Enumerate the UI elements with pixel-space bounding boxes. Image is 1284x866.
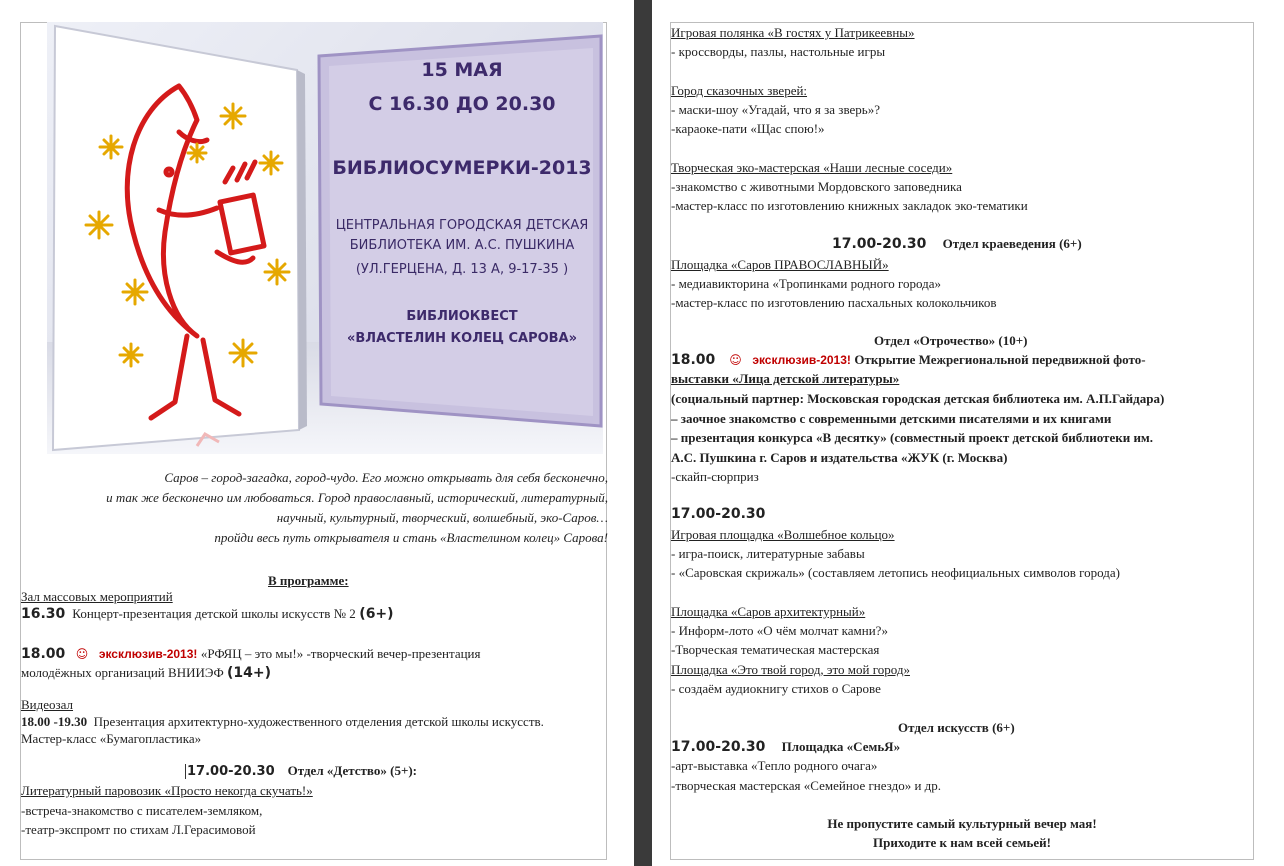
beasts-item: - маски-шоу «Угадай, что я за зверь»?: [671, 102, 880, 117]
family-title: Площадка «СемьЯ»: [781, 739, 901, 754]
dept-childhood-time: 17.00-20.30: [187, 764, 275, 779]
teen-item: -скайп-сюрприз: [671, 469, 759, 484]
poster-library-line1: ЦЕНТРАЛЬНАЯ ГОРОДСКАЯ ДЕТСКАЯ: [335, 218, 589, 233]
teen-partner: (социальный партнер: Московская городская детская библиотека им. А.П.Гайдара): [671, 391, 1165, 406]
program-heading: В программе:: [268, 573, 349, 588]
family-item: -арт-выставка «Тепло родного очага»: [671, 758, 878, 773]
magic-item: - игра-поиск, литературные забавы: [671, 546, 865, 561]
hall1-item2-line2: [21, 663, 271, 683]
poster-quest-title: «ВЛАСТЕЛИН КОЛЕЦ САРОВА»: [346, 331, 578, 346]
family-item: -творческая мастерская «Семейное гнездо» и др.: [671, 778, 942, 793]
smile-icon: ☺: [729, 353, 742, 367]
poster-text: [322, 52, 602, 350]
beasts-item: -караоке-пати «Щас спою!»: [671, 121, 825, 136]
orth-item: - медиавикторина «Тропинками родного города»: [671, 276, 942, 291]
magic-time: 17.00-20.30: [671, 506, 766, 522]
intro-line: Саров – город-загадка, город-чудо. Его можно открывать для себя бесконечно,: [164, 470, 608, 485]
right-page: [652, 0, 1284, 866]
orth-title: Площадка «Саров ПРАВОСЛАВНЫЙ»: [671, 257, 889, 272]
hall1-item2-text: «РФЯЦ – это мы!» -творческий вечер-презентация: [200, 646, 481, 661]
poster-library-address: (УЛ.ГЕРЦЕНА, Д. 13 А, 9-17-35 ): [355, 262, 569, 277]
teen-dept: Отдел «Отрочество» (10+): [874, 333, 1028, 348]
yours-item: - создаём аудиокнигу стихов о Сарове: [671, 681, 881, 696]
intro-line: научный, культурный, творческий, волшебный, эко-Саров…: [276, 510, 608, 525]
eco-title: Творческая эко-мастерская «Наши лесные соседи»: [671, 160, 953, 175]
poster-time: С 16.30 ДО 20.30: [368, 93, 556, 115]
video-text2: Мастер-класс «Бумагопластика»: [21, 731, 202, 746]
teen-text1: Открытие Межрегиональной передвижной фото-: [854, 352, 1146, 367]
hall1-item1-text: Концерт-презентация детской школы искусств № 2: [72, 606, 356, 621]
arch-item: -Творческая тематическая мастерская: [671, 642, 880, 657]
eco-item: -мастер-класс по изготовлению книжных закладок эко-тематики: [671, 198, 1028, 213]
poster-quest: [322, 306, 602, 350]
teen-item: – презентация конкурса «В десятку» (совместный проект детской библиотеки им.: [671, 430, 1154, 445]
local-dept: [832, 234, 1082, 254]
poster-library: [322, 216, 602, 280]
arch-item: - Информ-лото «О чём молчат камни?»: [671, 623, 888, 638]
smile-icon: ☺: [75, 647, 89, 661]
glade-title: Игровая полянка «В гостях у Патрикеевны»: [671, 25, 915, 40]
beasts-title: Город сказочных зверей:: [671, 83, 808, 98]
magic-item: - «Саровская скрижаль» (составляем летопись неофициальных символов города): [671, 565, 1120, 580]
arch-title: Площадка «Саров архитектурный»: [671, 604, 866, 619]
glade-item: - кроссворды, пазлы, настольные игры: [671, 44, 886, 59]
hall1-item1: [21, 604, 394, 624]
intro-line: пройди весь путь открывателя и стань «Властелином колец» Сарова!: [214, 530, 608, 545]
art-dept: Отдел искусств (6+): [898, 720, 1015, 735]
teen-text2: выставки «Лица детской литературы»: [671, 371, 900, 386]
video-time: 18.00 -19.30: [21, 714, 88, 729]
hall1-item2-text2: молодёжных организаций ВНИИЭФ: [21, 665, 224, 680]
hall1-item1-time: 16.30: [21, 606, 66, 622]
video-title: Видеозал: [21, 697, 74, 712]
exclusive-badge: эксклюзив-2013!: [752, 353, 851, 367]
closing-line1: Не пропустите самый культурный вечер мая!: [827, 816, 1097, 831]
loco-item: -встреча-знакомство с писателем-земляком,: [21, 803, 263, 818]
yours-title: Площадка «Это твой город, это мой город»: [671, 662, 910, 677]
teen-item: – заочное знакомство с современными детскими писателями и их книгами: [671, 411, 1112, 426]
local-dept-name: Отдел краеведения (6+): [942, 236, 1082, 251]
dept-childhood-text: Отдел «Детство» (5+):: [287, 763, 418, 778]
intro-line: и так же бесконечно им любоваться. Город православный, исторический, литературный,: [106, 490, 608, 505]
poster-date: 15 МАЯ: [421, 59, 503, 81]
magic-title: Игровая площадка «Волшебное кольцо»: [671, 527, 895, 542]
hall1-item2-age: (14+): [227, 665, 272, 681]
poster-event-title: БИБЛИОСУМЕРКИ-2013: [332, 157, 592, 179]
hall1-item2-time: 18.00: [21, 646, 66, 662]
hall1-item2: [21, 644, 480, 664]
teen-time: 18.00: [671, 352, 716, 368]
local-time: 17.00-20.30: [832, 236, 927, 252]
orth-item: -мастер-класс по изготовлению пасхальных колокольчиков: [671, 295, 997, 310]
family-header: [671, 737, 900, 757]
poster-library-line2: БИБЛИОТЕКА ИМ. А.С. ПУШКИНА: [349, 238, 575, 253]
video-text: Презентация архитектурно-художественного отделения детской школы искусств.: [93, 714, 544, 729]
hall1-title: Зал массовых мероприятий: [21, 589, 173, 604]
left-page: [0, 0, 634, 866]
dept-childhood: [185, 761, 417, 781]
poster-quest-label: БИБЛИОКВЕСТ: [406, 309, 518, 324]
exclusive-badge: эксклюзив-2013!: [98, 647, 198, 661]
eco-item: -знакомство с животными Мордовского заповедника: [671, 179, 962, 194]
closing-line2: Приходите к нам всей семьей!: [873, 835, 1051, 850]
intro-paragraph: [20, 468, 608, 548]
family-time: 17.00-20.30: [671, 739, 766, 755]
page-gap: [634, 0, 652, 866]
event-poster: [47, 22, 603, 454]
teen-item: А.С. Пушкина г. Саров и издательства «ЖУК (г. Москва): [671, 450, 1008, 465]
loco-title: Литературный паровозик «Просто некогда скучать!»: [21, 783, 313, 798]
loco-item: -театр-экспромт по стихам Л.Герасимовой: [21, 822, 256, 837]
hall1-item1-age: (6+): [359, 606, 394, 622]
teen-item-header: [671, 350, 1146, 370]
